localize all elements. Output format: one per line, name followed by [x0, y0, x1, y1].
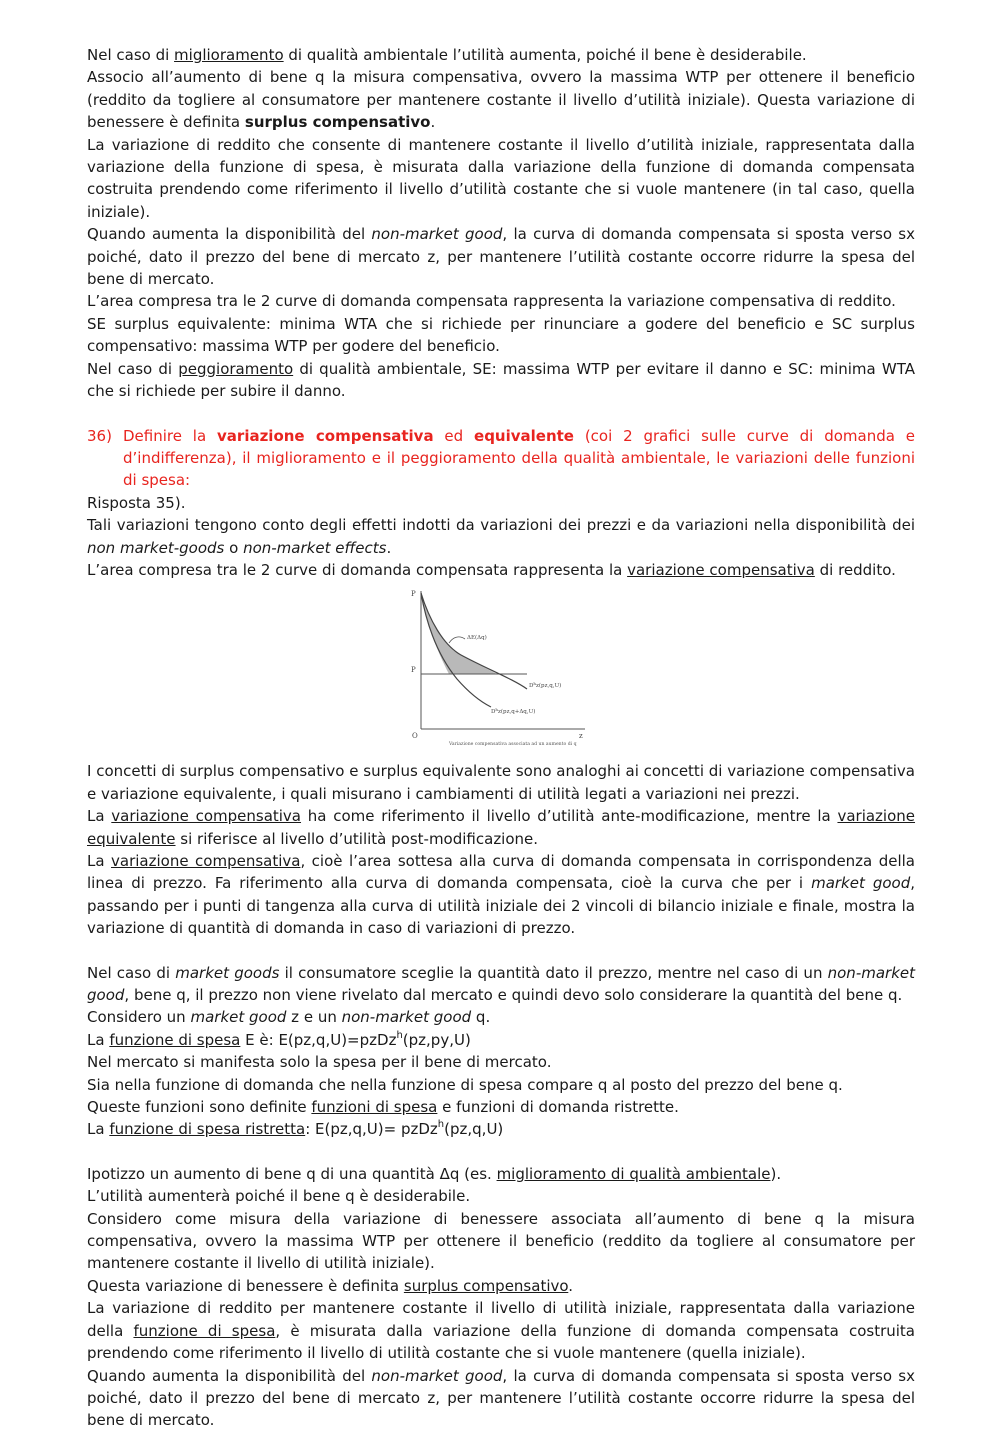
- x-axis-label: z: [579, 732, 583, 741]
- text-run: E è: E(pz,q,U)=pzDz: [240, 1030, 397, 1049]
- text-run: Considero come misura della variazione di benessere associata all’aumento di bene q la misura compensativa, ovvero la massima WTP per ottenere il beneficio (reddito da togliere al consumatore per mantenere costante il livello di utilità iniziale).: [87, 1209, 915, 1273]
- text-run: : E(pz,q,U)= pzDz: [305, 1120, 438, 1139]
- paragraph: [87, 358, 915, 403]
- text-run: miglioramento di qualità ambientale: [496, 1164, 771, 1183]
- text-run: non-market good: [371, 1366, 503, 1385]
- text-run: di qualità ambientale, SE: massima WTP per evitare il danno e SC: minima WTA che si richiede per subire il danno.: [87, 359, 915, 401]
- text-run: market goods: [175, 963, 280, 982]
- curve-q-label: $D^hz(pz,q,U)$: [529, 680, 562, 690]
- text-run: non-market good: [341, 1008, 472, 1027]
- text-run: Questa variazione di benessere è definita: [87, 1276, 404, 1295]
- text-run: non-market good: [371, 225, 503, 244]
- text-run: Nel caso di: [87, 963, 176, 982]
- paragraph: [87, 134, 915, 224]
- text-run: L’area compresa tra le 2 curve di domanda compensata rappresenta la: [87, 560, 628, 579]
- paragraph: [87, 514, 915, 559]
- paragraph: [87, 1029, 915, 1051]
- text-run: variazione compensativa: [111, 851, 301, 870]
- paragraph: [87, 1208, 915, 1275]
- text-run: I concetti di surplus compensativo e surplus equivalente sono analoghi ai concetti di variazione compensativa e variazione equivalente, i quali misurano i cambiamenti di utilità legati a variazioni nei prezzi.: [87, 762, 915, 803]
- text-run: h: [437, 1119, 445, 1131]
- text-run: funzioni di spesa: [311, 1098, 438, 1117]
- text-run: L’area compresa tra le 2 curve di domanda compensata rappresenta la variazione compensativa di reddito.: [87, 292, 896, 311]
- text-run: ha come riferimento il livello d’utilità ante-modificazione, mentre la: [301, 807, 838, 826]
- paragraph: [87, 1185, 915, 1207]
- paragraph: [87, 1163, 915, 1185]
- shaded-area: [421, 593, 497, 674]
- text-run: variazione compensativa: [627, 560, 815, 579]
- text-run: Definire la: [123, 426, 218, 445]
- paragraph: [87, 1365, 915, 1432]
- figure-caption: Variazione compensativa associata ad un aumento di q: [449, 742, 577, 748]
- text-run: La: [87, 1030, 110, 1049]
- text-run: , bene q, il prezzo non viene rivelato dal mercato e quindi devo solo considerare la quantità del bene q.: [124, 986, 903, 1004]
- text-run: q.: [471, 1008, 491, 1027]
- text-run: .: [386, 538, 392, 557]
- paragraph: [87, 1074, 915, 1096]
- curve-q-plus-dq-label: $D^hz(pz,q+\Delta q,U)$: [491, 706, 536, 716]
- spacer: [87, 403, 915, 425]
- text-run: Nel caso di: [87, 359, 179, 378]
- text-run: market good: [811, 874, 911, 893]
- text-run: h: [396, 1029, 403, 1041]
- text-run: variazione equivalente: [87, 807, 916, 848]
- paragraph: [87, 44, 915, 66]
- y-axis-label: P: [411, 590, 416, 599]
- text-run: La: [87, 851, 112, 870]
- text-run: Tali variazioni tengono conto degli effetti indotti da variazioni dei prezzi e da variazioni nella disponibilità dei: [87, 516, 915, 535]
- text-run: , passando per i punti di tangenza alla curva di utilità iniziale dei 2 vincoli di bilancio iniziale e finale, mostra la variazione di quantità di domanda in caso di variazioni di prezzo.: [87, 874, 915, 938]
- question-text: [123, 425, 915, 492]
- text-run: peggioramento: [178, 359, 294, 378]
- paragraph: [87, 1006, 915, 1028]
- spacer: [87, 749, 915, 760]
- paragraph: [87, 805, 915, 850]
- text-run: , la curva di domanda compensata si sposta verso sx poiché, dato il prezzo del bene di mercato z, per mantenere l’utilità costante occorre ridurre la spesa del bene di mercato.: [87, 225, 916, 289]
- demand-curve-q-plus-dq: [421, 593, 491, 707]
- text-run: ).: [770, 1164, 782, 1183]
- text-run: non-market effects: [243, 538, 387, 557]
- question-number: 36): [87, 426, 112, 445]
- paragraph: [87, 1297, 915, 1364]
- spacer: [87, 1141, 915, 1163]
- text-run: surplus compensativo: [244, 113, 431, 132]
- paragraph: [87, 1275, 915, 1297]
- paragraph: [87, 290, 915, 312]
- text-run: , è misurata dalla variazione della funzione di domanda compensata costruita prendendo come riferimento il livello di utilità costante che si vuole mantenere (quella iniziale).: [87, 1321, 916, 1363]
- text-run: variazione compensativa: [111, 807, 302, 826]
- paragraph: [87, 66, 915, 133]
- question-heading: [87, 425, 915, 492]
- price-line-label: P: [411, 666, 416, 675]
- text-run: funzione di spesa: [133, 1321, 276, 1340]
- paragraph: [87, 1118, 915, 1140]
- text-run: il consumatore sceglie la quantità dato il prezzo, mentre nel caso di un: [279, 963, 828, 982]
- text-run: .: [568, 1276, 574, 1295]
- text-run: miglioramento: [174, 46, 284, 64]
- paragraph: [87, 559, 915, 581]
- paragraph: [87, 850, 915, 940]
- text-run: non market-goods: [87, 538, 225, 557]
- text-run: Considero un: [87, 1008, 191, 1027]
- text-run: ed: [433, 426, 475, 445]
- text-run: di qualità ambientale l’utilità aumenta, poiché il bene è desiderabile.: [283, 46, 807, 64]
- compensating-variation-figure: [409, 587, 589, 749]
- text-run: Quando aumenta la disponibilità del: [87, 1366, 372, 1385]
- text-run: (pz,py,U): [402, 1030, 471, 1049]
- text-run: La variazione di reddito che consente di mantenere costante il livello d’utilità iniziale, rappresentata dalla variazione della funzione di spesa, è misurata dalla variazione della funzione di domanda compensata costruita prendendo come riferimento il livello d’utilità costante che si vuole mantenere (in tal caso, quella iniziale).: [87, 135, 915, 221]
- text-run: si riferisce al livello d’utilità post-modificazione.: [175, 829, 539, 848]
- paragraph: [87, 962, 915, 1007]
- text-run: Risposta 35).: [87, 493, 186, 512]
- paragraph: [87, 492, 915, 514]
- text-run: .: [430, 113, 436, 132]
- text-run: funzione di spesa: [109, 1030, 241, 1049]
- origin-label: O: [412, 732, 418, 741]
- text-run: (pz,q,U): [444, 1120, 504, 1139]
- spacer: [87, 940, 915, 962]
- text-run: L’utilità aumenterà poiché il bene q è desiderabile.: [87, 1187, 471, 1206]
- text-run: La variazione di reddito per mantenere costante il livello di utilità iniziale, rappresentata dalla variazione della: [87, 1299, 915, 1340]
- text-run: Nel caso di: [87, 46, 175, 64]
- text-run: (coi 2 grafici sulle curve di domanda e d’indifferenza), il miglioramento e il peggioramento della qualità ambientale, le variazioni delle funzioni di spesa:: [123, 426, 915, 490]
- text-run: SE surplus equivalente: minima WTA che si richiede per rinunciare a godere del beneficio e SC surplus compensativo: massima WTP per godere del beneficio.: [87, 314, 915, 356]
- text-run: Associo all’aumento di bene q la misura compensativa, ovvero la massima WTP per ottenere il beneficio (reddito da togliere al consumatore per mantenere costante il livello d’utilità iniziale). Questa variazione di benessere è definita: [87, 68, 915, 132]
- document-page: [87, 44, 915, 1432]
- paragraph: [87, 1096, 915, 1118]
- text-run: market good: [190, 1008, 287, 1027]
- text-run: Sia nella funzione di domanda che nella funzione di spesa compare q al posto del prezzo del bene q.: [87, 1075, 843, 1094]
- area-label: ΔE(Δq): [467, 635, 487, 642]
- paragraph: [87, 223, 915, 290]
- paragraph: [87, 1051, 915, 1073]
- text-run: La: [87, 807, 112, 826]
- area-label-leader: [449, 637, 465, 643]
- text-run: , la curva di domanda compensata si sposta verso sx poiché, dato il prezzo del bene di mercato z, per mantenere l’utilità costante occorre ridurre la spesa del bene di mercato.: [87, 1366, 916, 1430]
- text-run: La: [87, 1120, 110, 1139]
- text-run: funzione di spesa ristretta: [109, 1120, 306, 1139]
- paragraph: [87, 313, 915, 358]
- text-run: , cioè l’area sottesa alla curva di domanda compensata in corrispondenza della linea di prezzo. Fa riferimento alla curva di domanda compensata, cioè la curva che per i: [87, 851, 915, 893]
- paragraph: [87, 760, 915, 805]
- text-run: o: [224, 538, 244, 557]
- text-run: Queste funzioni sono definite: [87, 1098, 312, 1117]
- text-run: non-market good: [87, 963, 915, 1004]
- text-run: surplus compensativo: [403, 1276, 569, 1295]
- text-run: Nel mercato si manifesta solo la spesa per il bene di mercato.: [87, 1053, 552, 1072]
- text-run: variazione compensativa: [217, 426, 434, 445]
- text-run: z e un: [286, 1008, 342, 1027]
- text-run: Quando aumenta la disponibilità del: [87, 225, 372, 244]
- text-run: equivalente: [474, 426, 574, 445]
- text-run: Ipotizzo un aumento di bene q di una quantità Δq (es.: [87, 1164, 497, 1183]
- text-run: e funzioni di domanda ristrette.: [437, 1098, 679, 1117]
- text-run: di reddito.: [814, 560, 896, 579]
